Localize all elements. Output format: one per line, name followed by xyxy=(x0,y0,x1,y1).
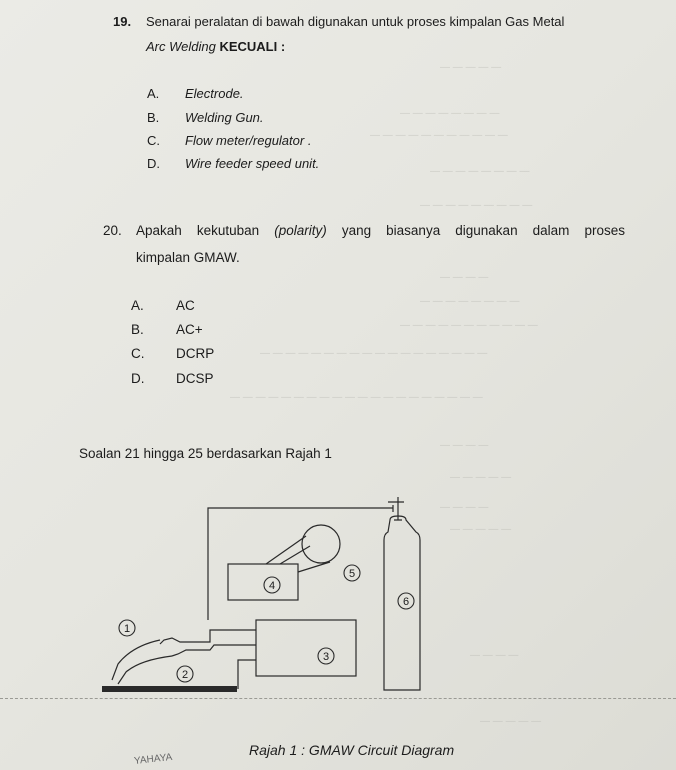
wire-feeder-box xyxy=(228,564,298,600)
power-source-box xyxy=(256,620,356,676)
question-stem: Senarai peralatan di bawah digunakan untuk proses kimpalan Gas Metal xyxy=(146,14,565,29)
marker-4-label: 4 xyxy=(268,580,276,592)
spool-line xyxy=(298,562,330,572)
option-letter: C. xyxy=(147,133,160,148)
stem-part: yang biasanya digunakan dalam proses xyxy=(326,223,625,238)
option-c-text: Flow meter/regulator . xyxy=(185,133,312,148)
option-d-text: DCSP xyxy=(176,371,214,386)
marker-1-label: 1 xyxy=(123,623,131,635)
page-fold-line xyxy=(0,698,676,699)
marker-3-label: 3 xyxy=(322,651,330,663)
marker-2-label: 2 xyxy=(181,669,189,681)
wire-spool xyxy=(302,525,340,563)
option-b-text: Welding Gun. xyxy=(185,110,264,125)
marker-6-label: 6 xyxy=(402,596,410,608)
option-d-text: Wire feeder speed unit. xyxy=(185,156,320,171)
diagram-caption: Rajah 1 : GMAW Circuit Diagram xyxy=(249,742,455,758)
option-a-text: Electrode. xyxy=(185,86,244,101)
welding-gun xyxy=(112,640,172,684)
option-letter: D. xyxy=(131,371,145,386)
option-letter: A. xyxy=(147,86,160,101)
marker-5-label: 5 xyxy=(348,568,356,580)
stem-part: Apakah kekutuban xyxy=(136,223,275,238)
option-letter: A. xyxy=(131,298,144,313)
stem-italic: (polarity) xyxy=(274,223,327,238)
option-a-text: AC xyxy=(176,298,195,313)
question-number: 19. xyxy=(113,14,132,29)
stem-italic: Arc Welding xyxy=(146,39,216,54)
stem-bold: KECUALI : xyxy=(215,39,286,54)
question-stem-line2: kimpalan GMAW. xyxy=(136,250,240,265)
option-c-text: DCRP xyxy=(176,346,215,361)
option-letter: B. xyxy=(147,110,160,125)
section-intro: Soalan 21 hingga 25 berdasarkan Rajah 1 xyxy=(79,446,332,461)
option-letter: D. xyxy=(147,156,160,171)
torch-cable xyxy=(160,630,256,644)
option-letter: C. xyxy=(131,346,145,361)
question-number: 20. xyxy=(103,223,122,238)
torch-cable-lower xyxy=(172,645,256,656)
exam-page: — — — — — — — — — — — — — — — — — — — — — — — — — — — — — — — — — — — — — — — — — — — — — — — — — — — — — — — — — — — — — — — — — — — — — — — — — — — — — — — — — — — — — — — — — — — — — — — — — — — — — — — — — — — — — — — — — — — — — — — — — — — — — — — — — 19. Senarai peralatan di bawah digunakan untuk proses kimpalan Gas Metal Arc Welding KECUALI : A. Electrode. B. Welding Gun. C. Flow meter/regulator . D. Wire feeder speed unit. 20. Apakah kekutuban (polarity) yang biasanya digunakan dalam proses kimpalan GMAW. A. AC B. AC+ C. DCRP D. DCSP Soalan 21 hingga 25 berdasarkan Rajah 1 1 2 3 4 5 6 Rajah 1 : GMAW Circuit Diagram YAHAYA xyxy=(0,0,676,770)
ground-lead xyxy=(238,660,256,689)
option-letter: B. xyxy=(131,322,144,337)
option-b-text: AC+ xyxy=(176,322,203,337)
workpiece xyxy=(102,686,237,692)
stamp-fragment: YAHAYA xyxy=(133,752,173,767)
